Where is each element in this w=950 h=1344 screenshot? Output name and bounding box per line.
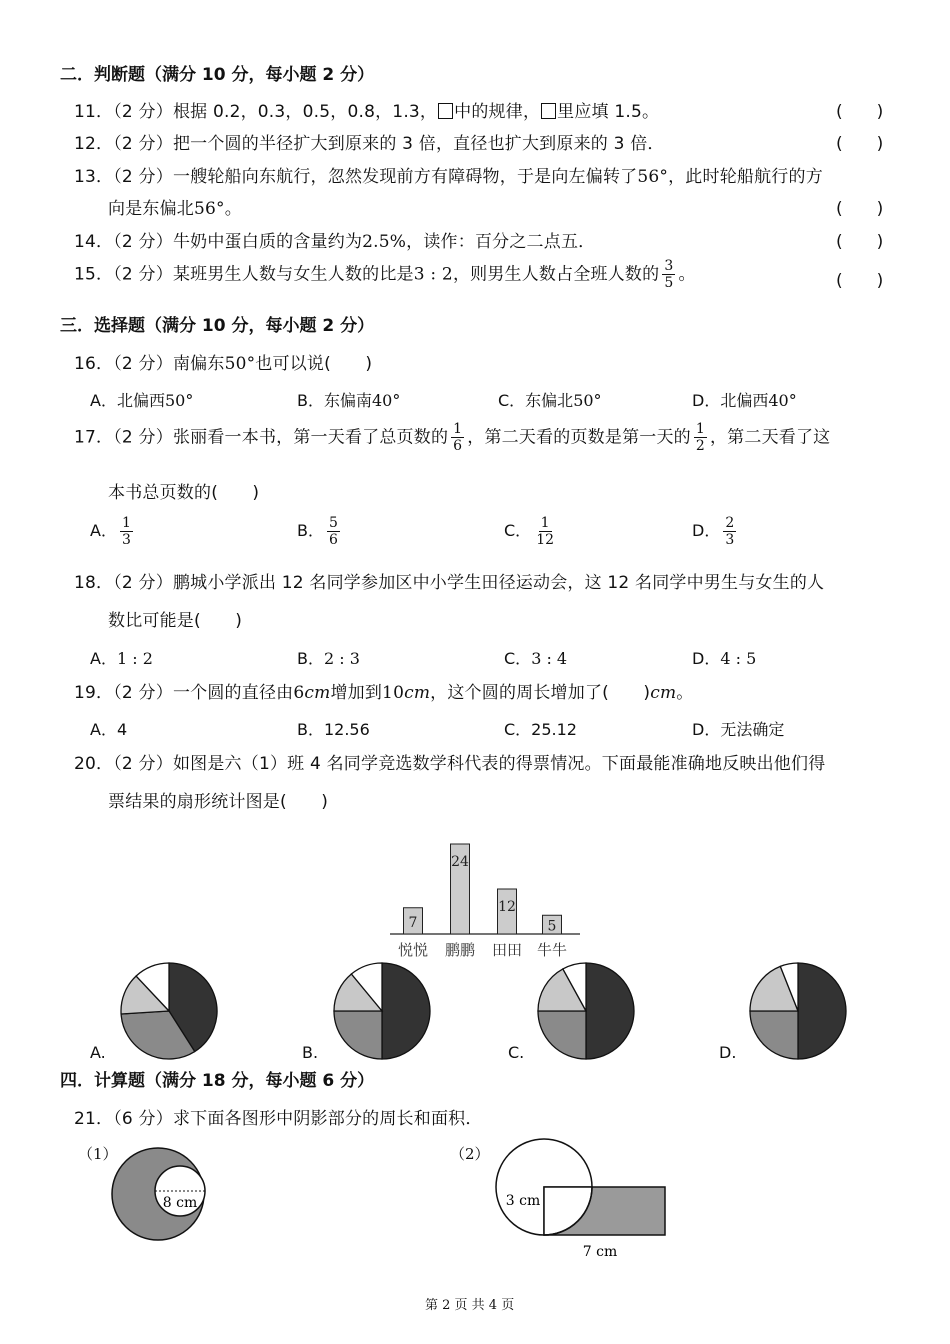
q19-text-mid: 增加到 (330, 683, 383, 703)
q17-option-c[interactable] (504, 515, 559, 548)
bar-category-label: 鹏鹏 (444, 941, 476, 959)
figure-2-dimension-radius: 3 cm (505, 1193, 541, 1209)
blank-box-icon (438, 103, 453, 119)
fraction-numerator: 5 (328, 515, 338, 531)
option-value: 4 : 5 (720, 649, 757, 668)
q13-text-b: ，此时轮船航行的方 (668, 167, 823, 187)
fraction-numerator: 1 (695, 421, 705, 437)
q17-text-b: ，第二天看的页数是第一天的 (467, 427, 691, 448)
bar-value-label: 7 (408, 914, 418, 931)
question-18-line1: 18．（2 分）鹏城小学派出 12 名同学参加区中小学生田径运动会，这 12 名同学中男生与女生的人 (74, 573, 825, 593)
question-16 (74, 349, 372, 374)
figure-2-dimension-length: 7 cm (582, 1244, 618, 1260)
pie-a-slices (121, 963, 217, 1059)
pie-b-slices (334, 963, 430, 1059)
fraction-numerator: 1 (121, 515, 131, 531)
fraction-denominator: 2 (695, 438, 705, 455)
option-value: 2 : 3 (323, 649, 360, 668)
option-label: C． (504, 649, 532, 668)
q19-option-b[interactable]: B．12.56 (297, 720, 370, 739)
section-judgement-title: 二．判断题（满分 10 分，每小题 2 分） (60, 65, 375, 85)
pie-option-b[interactable] (331, 960, 433, 1062)
option-fraction (120, 515, 133, 548)
fraction-denominator: 5 (664, 275, 674, 292)
bar-category-label: 田田 (491, 941, 523, 959)
q14-percent: 2.5% (362, 232, 407, 252)
pie-d-slices (750, 963, 846, 1059)
fraction-denominator: 3 (725, 532, 735, 549)
option-label: D． (692, 521, 721, 541)
figure-1-dimension: 8 cm (162, 1195, 198, 1211)
q17-text-a: 17．（2 分）张丽看一本书，第一天看了总页数的 (74, 427, 449, 448)
q16-degree: 50° (224, 354, 256, 374)
q11-text-pre: 11．（2 分）根据 0.2，0.3，0.5，0.8，1.3， (74, 102, 438, 122)
question-18-line2: 数比可能是( ) (108, 611, 243, 631)
option-label: D． (692, 649, 721, 668)
fraction-numerator: 1 (453, 421, 463, 437)
section-choice-title: 三．选择题（满分 10 分，每小题 2 分） (60, 316, 375, 336)
fraction-denominator: 3 (121, 532, 131, 549)
q13-text-d: 。 (224, 199, 242, 219)
q13-text-a: 13．（2 分）一艘轮船向东航行，忽然发现前方有障碍物，于是向左偏转了 (74, 167, 638, 187)
question-21: 21．（6 分）求下面各图形中阴影部分的周长和面积． (74, 1109, 483, 1129)
q19-option-d[interactable]: D．无法确定 (692, 720, 785, 739)
figure-2-circle-rect (495, 1134, 675, 1264)
q19-option-c[interactable]: C．25.12 (504, 720, 577, 739)
question-13-line2 (108, 194, 242, 219)
option-label: B．东偏南 (297, 391, 372, 410)
fraction-denominator: 6 (453, 438, 463, 455)
bar-group (398, 844, 567, 959)
option-label: C．东偏北 (498, 391, 574, 410)
q17-text-c: ，第二天看了这 (709, 427, 831, 448)
bar-value-label: 12 (498, 899, 516, 915)
q13-text-c: 向是东偏北 (108, 199, 194, 219)
q17-option-d[interactable] (692, 515, 739, 548)
option-value: 3 : 4 (531, 649, 568, 668)
pie-option-a[interactable] (118, 960, 220, 1062)
option-label: A． (90, 649, 117, 668)
q13-degree-2: 56° (194, 199, 225, 219)
fraction-numerator: 1 (540, 515, 550, 531)
q14-text-post: ，读作：百分之二点五． (406, 232, 596, 252)
q19-option-a[interactable]: A．4 (90, 720, 128, 739)
q18-option-b[interactable] (297, 646, 360, 669)
option-fraction (534, 515, 556, 548)
pie-label-a: A. (90, 1043, 106, 1062)
option-fraction (723, 515, 736, 548)
pie-slice (586, 963, 634, 1059)
question-17-line2: 本书总页数的( ) (108, 483, 260, 503)
option-value: 50° (164, 391, 194, 410)
bar-value-label: 5 (547, 918, 557, 935)
question-13-line1 (74, 162, 823, 187)
q16-text-pre: 16．（2 分）南偏东 (74, 354, 225, 374)
bar-value-label: 24 (451, 854, 469, 870)
option-value: 40° (371, 391, 401, 410)
q15-text-pre: 15．（2 分）某班男生人数与女生人数的比是 (74, 264, 414, 285)
pie-slice (382, 963, 430, 1059)
fraction-numerator: 3 (664, 258, 674, 274)
q14-text-pre: 14．（2 分）牛奶中蛋白质的含量约为 (74, 232, 363, 252)
question-17-line1 (74, 421, 830, 454)
q15-ratio: 3 : 2 (413, 264, 453, 285)
option-label: A． (90, 521, 117, 541)
bar-category-label: 悦悦 (397, 941, 429, 959)
q15-text-mid: ，则男生人数占全班人数的 (452, 264, 660, 285)
q17-fraction-1 (451, 421, 464, 454)
option-label: D．北偏西 (692, 391, 769, 410)
pie-slice (538, 1011, 586, 1059)
option-label: B． (297, 649, 324, 668)
option-value: 1 : 2 (116, 649, 153, 668)
answer-paren-12[interactable]: ( ) (836, 134, 884, 154)
pie-option-d[interactable] (747, 960, 849, 1062)
section-calc-title: 四．计算题（满分 18 分，每小题 6 分） (60, 1071, 375, 1091)
option-label: A．北偏西 (90, 391, 165, 410)
pie-label-c: C. (508, 1043, 525, 1062)
q18-option-a[interactable] (90, 646, 153, 669)
fraction-numerator: 2 (725, 515, 735, 531)
q11-text-post: 里应填 1.5。 (557, 102, 660, 122)
pie-c-slices (538, 963, 634, 1059)
question-14 (74, 227, 595, 252)
page-footer: 第 2 页 共 4 页 (425, 1298, 515, 1313)
question-12: 12．（2 分）把一个圆的半径扩大到原来的 3 倍，直径也扩大到原来的 3 倍． (74, 134, 665, 154)
q19-unit-3: cm (650, 683, 677, 703)
q17-option-a[interactable] (90, 515, 136, 548)
figure-1-ring (106, 1142, 210, 1246)
q19-value-2: 10 (382, 683, 405, 703)
pie-slice (798, 963, 846, 1059)
q17-option-b[interactable] (297, 515, 343, 548)
option-fraction (327, 515, 340, 548)
pie-slice (750, 1011, 798, 1059)
answer-paren-14[interactable]: ( ) (836, 232, 884, 252)
pie-label-d: D. (719, 1043, 737, 1062)
figure-2-label: （2） (450, 1145, 490, 1163)
votes-bar-chart (385, 818, 585, 962)
q13-degree: 56° (637, 167, 669, 187)
question-19 (74, 678, 693, 703)
question-15 (74, 258, 696, 291)
pie-label-b: B. (302, 1043, 319, 1062)
question-20-line2: 票结果的扇形统计图是( ) (108, 792, 329, 812)
fraction-denominator: 12 (536, 532, 555, 549)
q11-text-mid: 中的规律， (454, 102, 541, 122)
q15-fraction (662, 258, 675, 291)
option-label: C． (504, 521, 532, 541)
pie-option-c[interactable] (535, 960, 637, 1062)
q19-text-pre: 19．（2 分）一个圆的直径由 (74, 683, 294, 703)
q16-option-d[interactable] (692, 388, 797, 411)
q19-unit-1: cm (304, 683, 331, 703)
blank-box-icon (541, 103, 556, 119)
fraction-denominator: 6 (328, 532, 338, 549)
pie-slice (334, 1011, 382, 1059)
question-11 (74, 97, 659, 122)
question-20-line1: 20．（2 分）如图是六（1）班 4 名同学竞选数学科代表的得票情况。下面最能准确地反映出他们得 (74, 754, 826, 774)
answer-paren-15[interactable]: ( ) (836, 271, 884, 291)
option-value: 50° (573, 391, 602, 410)
q16-text-post: 也可以说( ) (255, 354, 373, 374)
q16-option-a[interactable] (90, 388, 193, 411)
q16-option-c[interactable] (498, 388, 602, 411)
q19-unit-2: cm (404, 683, 431, 703)
q19-text-post: ，这个圆的周长增加了( ) (430, 683, 651, 703)
q17-fraction-2 (694, 421, 707, 454)
q16-option-b[interactable] (297, 388, 400, 411)
answer-paren-11[interactable]: ( ) (836, 102, 884, 122)
q19-value-1: 6 (293, 683, 305, 703)
q15-text-post: 。 (678, 264, 696, 285)
option-value: 40° (768, 391, 797, 410)
answer-paren-13[interactable]: ( ) (836, 199, 884, 219)
figure-1-label: （1） (78, 1145, 118, 1163)
q19-text-end: 。 (676, 683, 694, 703)
bar-category-label: 牛牛 (536, 941, 568, 959)
q18-option-c[interactable] (504, 646, 567, 669)
q18-option-d[interactable] (692, 646, 756, 669)
option-label: B． (297, 521, 324, 541)
